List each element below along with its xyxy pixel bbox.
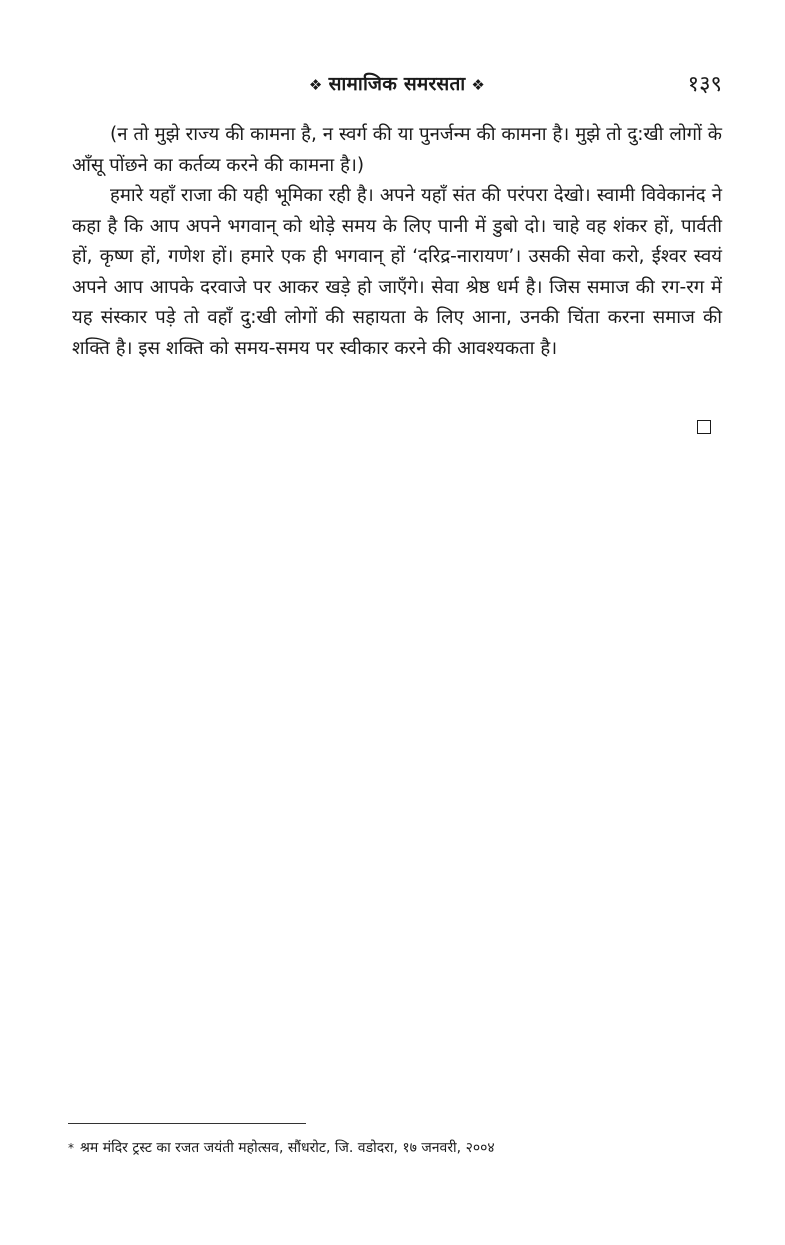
paragraph-2: हमारे यहाँ राजा की यही भूमिका रही है। अपने यहाँ संत की परंपरा देखो। स्वामी विवेकानंद ने कहा है कि आप अपने भगवान् को थोड़े समय के लिए पानी में डुबो दो। चाहे वह शंकर हों, पार्वती हों, कृष्ण हों, गणेश हों। हमारे एक ही भगवान् हों ‘दरिद्र-नारायण’। उसकी सेवा करो, ईश्वर स्वयं अपने आप आपके दरवाजे पर आकर खड़े हो जाएँगे। सेवा श्रेष्ठ धर्म है। जिस समाज की रग-रग में यह संस्कार पड़े तो वहाँ दु:खी लोगों की सहायता के लिए आना, उनकी चिंता करना समाज की शक्ति है। इस शक्ति को समय-समय पर स्वीकार करने की आवश्यकता है। (72, 185, 722, 359)
ornament-left-icon: ❖ (308, 76, 323, 94)
running-header (72, 70, 722, 104)
chapter-title: सामाजिक समरसता (328, 73, 466, 95)
end-of-section-square-icon (697, 420, 711, 434)
page-number: १३९ (687, 72, 722, 97)
paragraph-1: (न तो मुझे राज्य की कामना है, न स्वर्ग की या पुनर्जन्म की कामना है। मुझे तो दु:खी लोगों के आँसू पोंछने का कर्तव्य करने की कामना है।) (72, 124, 722, 176)
footnote-divider (68, 1123, 306, 1124)
footnote-marker: * (68, 1141, 74, 1155)
running-title (72, 70, 722, 96)
body-text (72, 120, 722, 364)
ornament-right-icon: ❖ (471, 76, 486, 94)
footnote-text: श्रम मंदिर ट्रस्ट का रजत जयंती महोत्सव, सौंधरोट, जि. वडोदरा, १७ जनवरी, २००४ (80, 1140, 495, 1156)
footnote (68, 1138, 718, 1158)
